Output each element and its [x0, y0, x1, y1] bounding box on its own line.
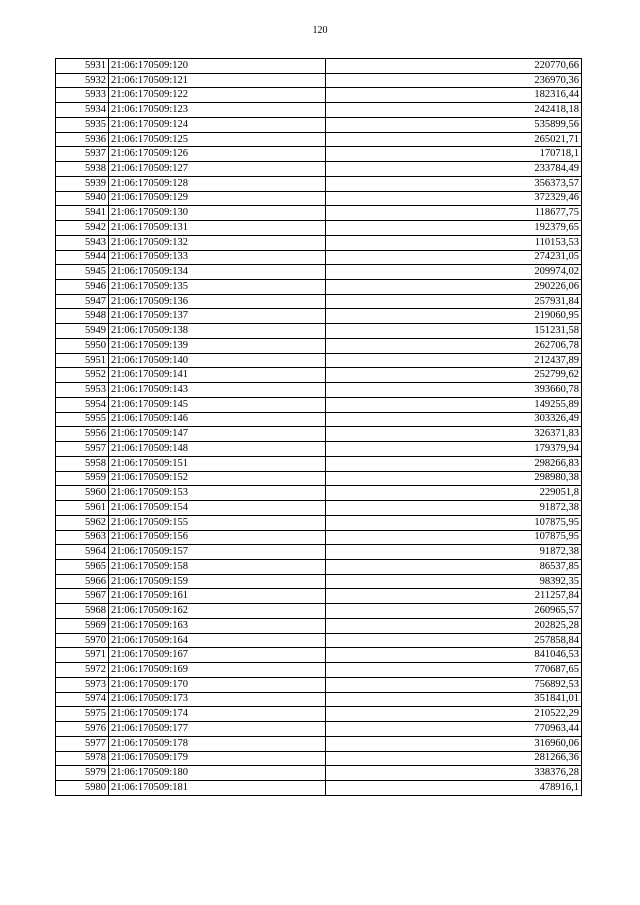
cadastral-number-cell: 21:06:170509:137: [109, 309, 326, 324]
row-number-cell: 5974: [56, 692, 109, 707]
row-number-cell: 5945: [56, 265, 109, 280]
cadastral-number-cell: 21:06:170509:128: [109, 176, 326, 191]
cadastral-number-cell: 21:06:170509:126: [109, 147, 326, 162]
table-row: [56, 618, 582, 633]
table-row: [56, 471, 582, 486]
cadastral-number-cell: 21:06:170509:179: [109, 751, 326, 766]
value-cell: 257931,84: [326, 294, 582, 309]
value-cell: 841046,53: [326, 648, 582, 663]
table-row: [56, 722, 582, 737]
value-cell: 151231,58: [326, 324, 582, 339]
row-number-cell: 5953: [56, 383, 109, 398]
cadastral-number-cell: 21:06:170509:143: [109, 383, 326, 398]
table-row: [56, 368, 582, 383]
table-row: [56, 604, 582, 619]
cadastral-number-cell: 21:06:170509:167: [109, 648, 326, 663]
cadastral-number-cell: 21:06:170509:141: [109, 368, 326, 383]
table-row: [56, 677, 582, 692]
row-number-cell: 5944: [56, 250, 109, 265]
table-row: [56, 324, 582, 339]
table-row: [56, 780, 582, 795]
table-row: [56, 191, 582, 206]
value-cell: 260965,57: [326, 604, 582, 619]
value-cell: 220770,66: [326, 59, 582, 74]
value-cell: 107875,95: [326, 515, 582, 530]
cadastral-number-cell: 21:06:170509:170: [109, 677, 326, 692]
row-number-cell: 5958: [56, 456, 109, 471]
cadastral-number-cell: 21:06:170509:158: [109, 559, 326, 574]
table-row: [56, 766, 582, 781]
row-number-cell: 5950: [56, 338, 109, 353]
cadastral-number-cell: 21:06:170509:148: [109, 442, 326, 457]
cadastral-number-cell: 21:06:170509:161: [109, 589, 326, 604]
table-row: [56, 486, 582, 501]
cadastral-number-cell: 21:06:170509:121: [109, 73, 326, 88]
cadastral-number-cell: 21:06:170509:157: [109, 545, 326, 560]
table-row: [56, 221, 582, 236]
table-row: [56, 250, 582, 265]
row-number-cell: 5932: [56, 73, 109, 88]
row-number-cell: 5962: [56, 515, 109, 530]
value-cell: 298980,38: [326, 471, 582, 486]
value-cell: 212437,89: [326, 353, 582, 368]
cadastral-number-cell: 21:06:170509:169: [109, 663, 326, 678]
cadastral-number-cell: 21:06:170509:136: [109, 294, 326, 309]
value-cell: 252799,62: [326, 368, 582, 383]
table-row: [56, 456, 582, 471]
row-number-cell: 5977: [56, 736, 109, 751]
row-number-cell: 5952: [56, 368, 109, 383]
value-cell: 107875,95: [326, 530, 582, 545]
table-row: [56, 589, 582, 604]
value-cell: 182316,44: [326, 88, 582, 103]
value-cell: 393660,78: [326, 383, 582, 398]
table-row: [56, 574, 582, 589]
row-number-cell: 5971: [56, 648, 109, 663]
value-cell: 372329,46: [326, 191, 582, 206]
table-row: [56, 59, 582, 74]
table-row: [56, 176, 582, 191]
row-number-cell: 5931: [56, 59, 109, 74]
table-row: [56, 353, 582, 368]
cadastral-number-cell: 21:06:170509:155: [109, 515, 326, 530]
value-cell: 298266,83: [326, 456, 582, 471]
row-number-cell: 5954: [56, 397, 109, 412]
value-cell: 211257,84: [326, 589, 582, 604]
value-cell: 316960,06: [326, 736, 582, 751]
row-number-cell: 5933: [56, 88, 109, 103]
value-cell: 770687,65: [326, 663, 582, 678]
table-row: [56, 545, 582, 560]
value-cell: 219060,95: [326, 309, 582, 324]
value-cell: 338376,28: [326, 766, 582, 781]
value-cell: 770963,44: [326, 722, 582, 737]
row-number-cell: 5979: [56, 766, 109, 781]
table-row: [56, 692, 582, 707]
cadastral-number-cell: 21:06:170509:174: [109, 707, 326, 722]
cadastral-number-cell: 21:06:170509:133: [109, 250, 326, 265]
cadastral-number-cell: 21:06:170509:132: [109, 235, 326, 250]
row-number-cell: 5938: [56, 162, 109, 177]
row-number-cell: 5951: [56, 353, 109, 368]
row-number-cell: 5964: [56, 545, 109, 560]
cadastral-number-cell: 21:06:170509:147: [109, 427, 326, 442]
value-cell: 351841,01: [326, 692, 582, 707]
table-row: [56, 501, 582, 516]
value-cell: 202825,28: [326, 618, 582, 633]
row-number-cell: 5946: [56, 280, 109, 295]
cadastral-number-cell: 21:06:170509:122: [109, 88, 326, 103]
table-row: [56, 736, 582, 751]
value-cell: 86537,85: [326, 559, 582, 574]
row-number-cell: 5940: [56, 191, 109, 206]
value-cell: 265021,71: [326, 132, 582, 147]
row-number-cell: 5973: [56, 677, 109, 692]
cadastral-number-cell: 21:06:170509:177: [109, 722, 326, 737]
table-row: [56, 633, 582, 648]
table-row: [56, 751, 582, 766]
table-row: [56, 383, 582, 398]
cadastral-number-cell: 21:06:170509:159: [109, 574, 326, 589]
cadastral-number-cell: 21:06:170509:139: [109, 338, 326, 353]
row-number-cell: 5947: [56, 294, 109, 309]
row-number-cell: 5967: [56, 589, 109, 604]
row-number-cell: 5960: [56, 486, 109, 501]
value-cell: 170718,1: [326, 147, 582, 162]
table-row: [56, 73, 582, 88]
table-row: [56, 117, 582, 132]
cadastral-number-cell: 21:06:170509:153: [109, 486, 326, 501]
value-cell: 262706,78: [326, 338, 582, 353]
value-cell: 290226,06: [326, 280, 582, 295]
row-number-cell: 5966: [56, 574, 109, 589]
cadastral-number-cell: 21:06:170509:145: [109, 397, 326, 412]
table-row: [56, 294, 582, 309]
row-number-cell: 5948: [56, 309, 109, 324]
cadastral-number-cell: 21:06:170509:162: [109, 604, 326, 619]
value-cell: 209974,02: [326, 265, 582, 280]
value-cell: 98392,35: [326, 574, 582, 589]
cadastral-number-cell: 21:06:170509:151: [109, 456, 326, 471]
row-number-cell: 5955: [56, 412, 109, 427]
value-cell: 478916,1: [326, 780, 582, 795]
cadastral-number-cell: 21:06:170509:125: [109, 132, 326, 147]
table-row: [56, 147, 582, 162]
table-row: [56, 265, 582, 280]
value-cell: 242418,18: [326, 103, 582, 118]
value-cell: 229051,8: [326, 486, 582, 501]
value-cell: 281266,36: [326, 751, 582, 766]
value-cell: 192379,65: [326, 221, 582, 236]
table-row: [56, 648, 582, 663]
value-cell: 303326,49: [326, 412, 582, 427]
table-row: [56, 132, 582, 147]
cadastral-number-cell: 21:06:170509:120: [109, 59, 326, 74]
row-number-cell: 5936: [56, 132, 109, 147]
row-number-cell: 5941: [56, 206, 109, 221]
table-row: [56, 338, 582, 353]
row-number-cell: 5961: [56, 501, 109, 516]
row-number-cell: 5934: [56, 103, 109, 118]
value-cell: 326371,83: [326, 427, 582, 442]
cadastral-number-cell: 21:06:170509:138: [109, 324, 326, 339]
row-number-cell: 5978: [56, 751, 109, 766]
row-number-cell: 5942: [56, 221, 109, 236]
value-cell: 356373,57: [326, 176, 582, 191]
value-cell: 91872,38: [326, 501, 582, 516]
cadastral-number-cell: 21:06:170509:164: [109, 633, 326, 648]
value-cell: 535899,56: [326, 117, 582, 132]
page-number: 120: [312, 25, 328, 36]
row-number-cell: 5959: [56, 471, 109, 486]
row-number-cell: 5963: [56, 530, 109, 545]
cadastral-number-cell: 21:06:170509:156: [109, 530, 326, 545]
row-number-cell: 5970: [56, 633, 109, 648]
value-cell: 236970,36: [326, 73, 582, 88]
cadastral-number-cell: 21:06:170509:129: [109, 191, 326, 206]
value-cell: 110153,53: [326, 235, 582, 250]
table-row: [56, 427, 582, 442]
value-cell: 179379,94: [326, 442, 582, 457]
cadastral-number-cell: 21:06:170509:130: [109, 206, 326, 221]
table-row: [56, 515, 582, 530]
table-row: [56, 309, 582, 324]
cadastral-number-cell: 21:06:170509:181: [109, 780, 326, 795]
value-cell: 233784,49: [326, 162, 582, 177]
cadastral-number-cell: 21:06:170509:127: [109, 162, 326, 177]
cadastral-number-cell: 21:06:170509:163: [109, 618, 326, 633]
row-number-cell: 5976: [56, 722, 109, 737]
table-row: [56, 103, 582, 118]
row-number-cell: 5949: [56, 324, 109, 339]
value-cell: 149255,89: [326, 397, 582, 412]
cadastral-value-table: [55, 58, 582, 796]
cadastral-number-cell: 21:06:170509:124: [109, 117, 326, 132]
table-row: [56, 162, 582, 177]
cadastral-number-cell: 21:06:170509:131: [109, 221, 326, 236]
cadastral-number-cell: 21:06:170509:180: [109, 766, 326, 781]
value-cell: 91872,38: [326, 545, 582, 560]
cadastral-number-cell: 21:06:170509:178: [109, 736, 326, 751]
value-cell: 118677,75: [326, 206, 582, 221]
table-row: [56, 412, 582, 427]
cadastral-number-cell: 21:06:170509:152: [109, 471, 326, 486]
value-cell: 756892,53: [326, 677, 582, 692]
table-row: [56, 707, 582, 722]
table-row: [56, 280, 582, 295]
row-number-cell: 5939: [56, 176, 109, 191]
value-cell: 257858,84: [326, 633, 582, 648]
cadastral-number-cell: 21:06:170509:135: [109, 280, 326, 295]
cadastral-number-cell: 21:06:170509:140: [109, 353, 326, 368]
row-number-cell: 5980: [56, 780, 109, 795]
row-number-cell: 5965: [56, 559, 109, 574]
row-number-cell: 5937: [56, 147, 109, 162]
row-number-cell: 5943: [56, 235, 109, 250]
row-number-cell: 5935: [56, 117, 109, 132]
row-number-cell: 5972: [56, 663, 109, 678]
row-number-cell: 5975: [56, 707, 109, 722]
row-number-cell: 5956: [56, 427, 109, 442]
cadastral-number-cell: 21:06:170509:154: [109, 501, 326, 516]
table-row: [56, 88, 582, 103]
cadastral-number-cell: 21:06:170509:146: [109, 412, 326, 427]
row-number-cell: 5968: [56, 604, 109, 619]
table-row: [56, 397, 582, 412]
cadastral-number-cell: 21:06:170509:173: [109, 692, 326, 707]
table-row: [56, 235, 582, 250]
cadastral-number-cell: 21:06:170509:134: [109, 265, 326, 280]
value-cell: 210522,29: [326, 707, 582, 722]
value-cell: 274231,05: [326, 250, 582, 265]
row-number-cell: 5957: [56, 442, 109, 457]
table-row: [56, 206, 582, 221]
cadastral-number-cell: 21:06:170509:123: [109, 103, 326, 118]
table-row: [56, 663, 582, 678]
table-body: [56, 59, 582, 796]
row-number-cell: 5969: [56, 618, 109, 633]
table-row: [56, 530, 582, 545]
table-row: [56, 442, 582, 457]
table-row: [56, 559, 582, 574]
